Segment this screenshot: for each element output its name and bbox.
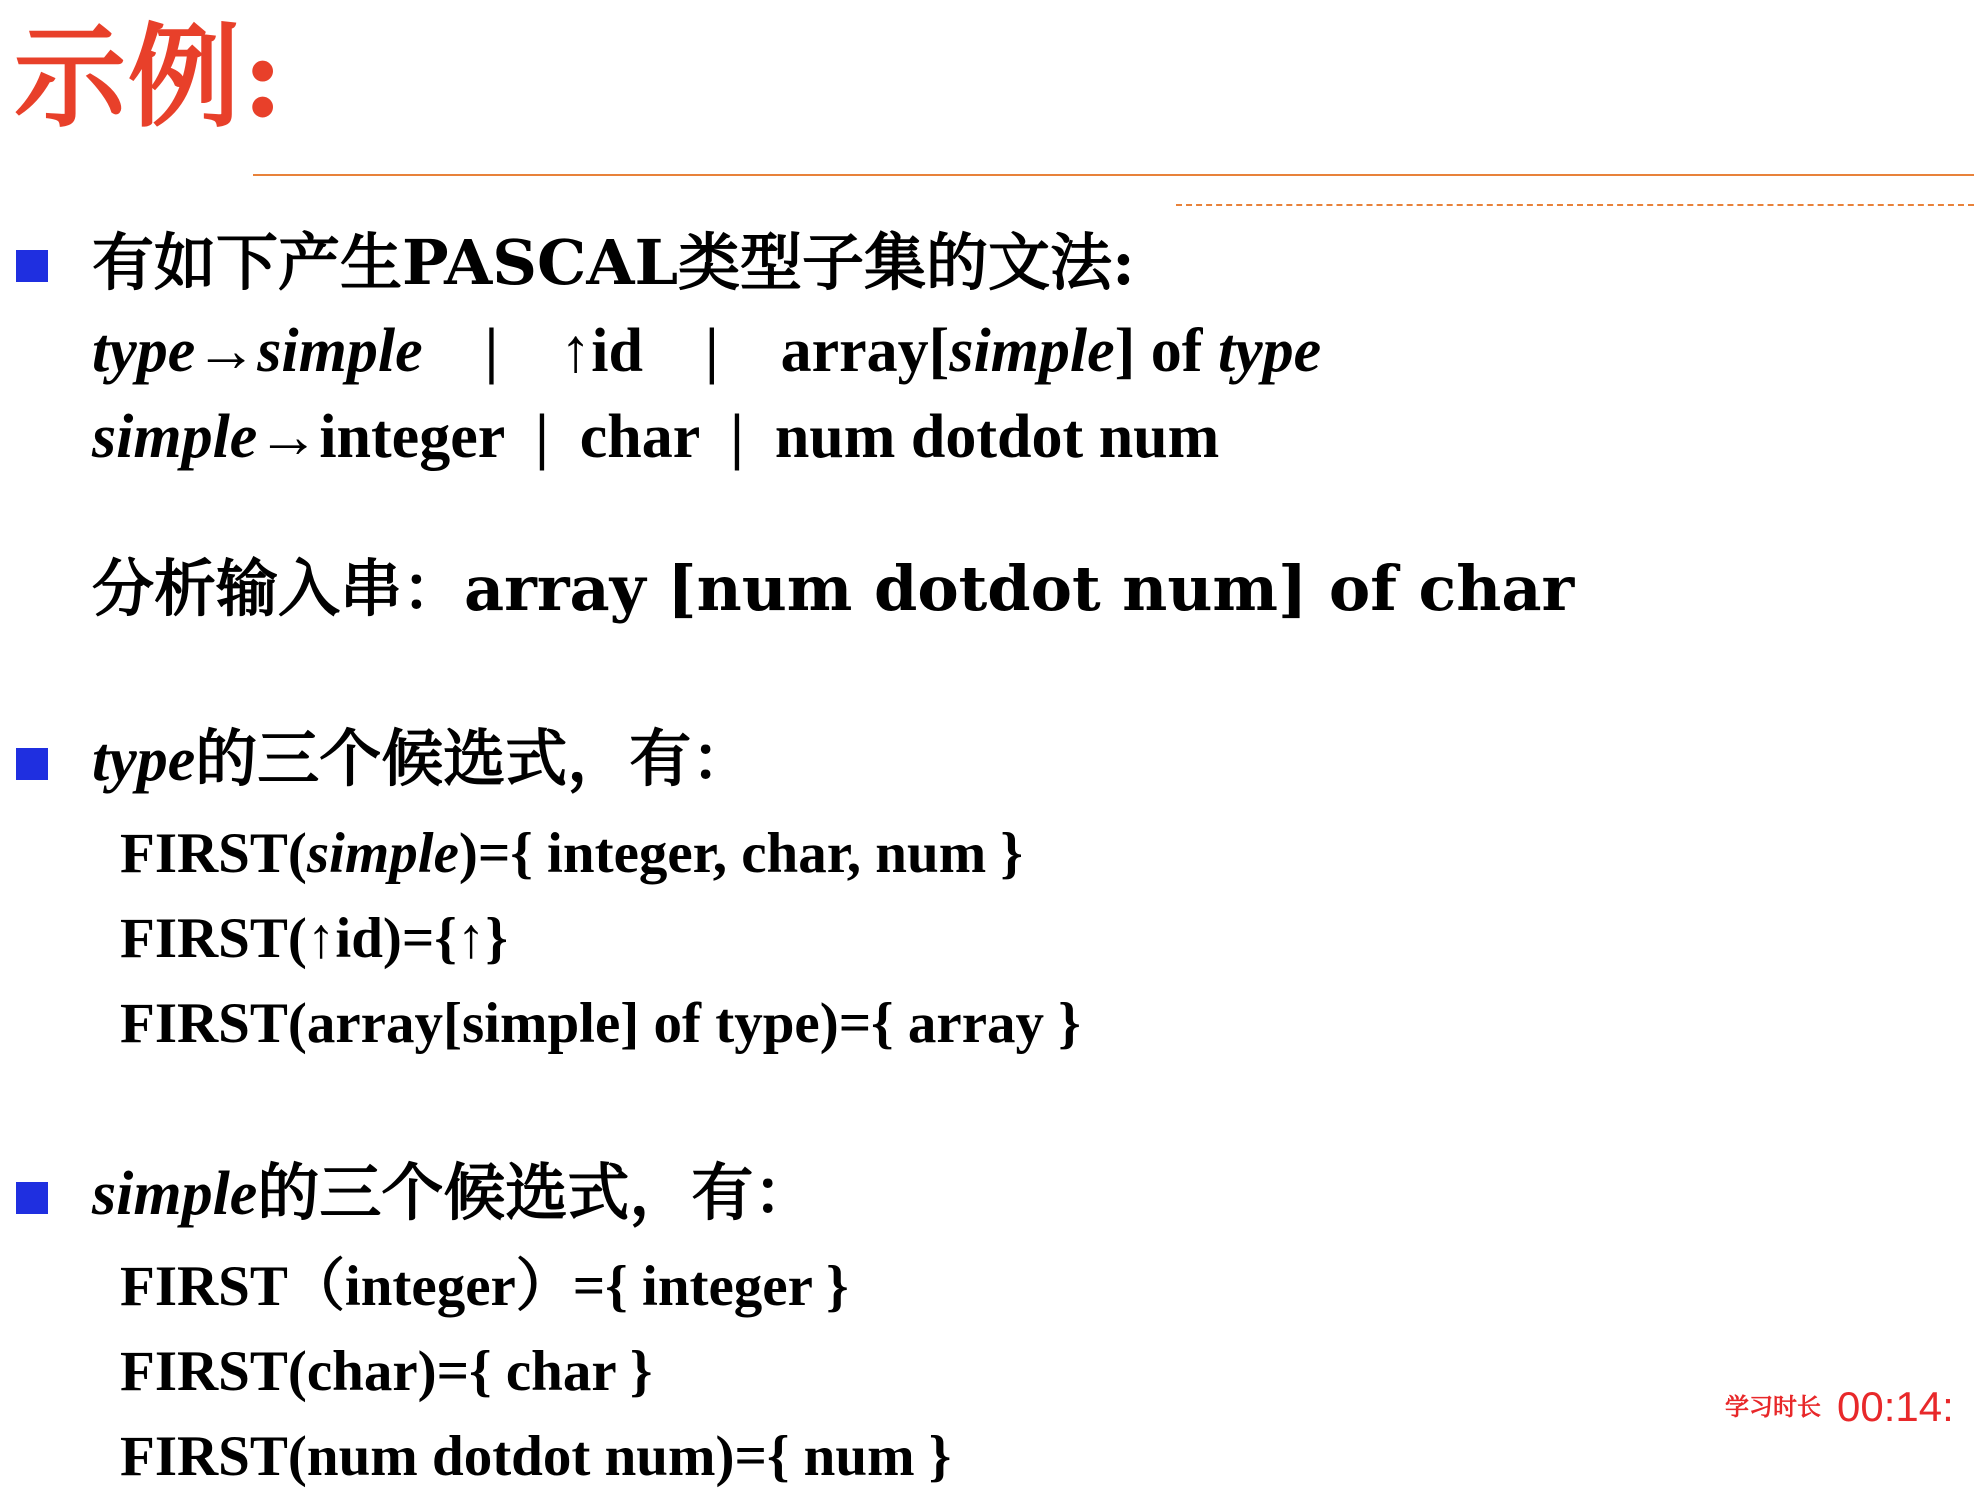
rule-lhs: simple (92, 403, 258, 471)
rule-separator: | (704, 317, 719, 385)
analysis-input: 分析输入串：array [num dotdot num] of char (92, 552, 1575, 625)
rule-alts: integer | char | num dotdot num (319, 403, 1220, 471)
rule-alt: simple (257, 317, 423, 385)
rule-arrow: → (195, 317, 258, 385)
first-simple: FIRST(simple)={ integer, char, num } (120, 822, 1023, 885)
rule-lhs: type (92, 317, 196, 385)
rule-arrow: → (257, 403, 320, 471)
first-char: FIRST(char)={ char } (120, 1340, 653, 1403)
bullet-square-icon (16, 748, 48, 780)
title-underline (253, 174, 1974, 176)
rule-alt: array[ (780, 317, 950, 385)
type-candidates-heading: type的三个候选式，有： (92, 722, 754, 795)
rule-alt: ] of (1114, 317, 1218, 385)
rule-separator: | (484, 317, 499, 385)
simple-candidates-heading: simple的三个候选式，有： (92, 1156, 816, 1229)
first-integer: FIRST（integer）={ integer } (120, 1255, 849, 1318)
study-timer (1725, 1383, 1954, 1430)
bullet-square-icon (16, 1182, 48, 1214)
grammar-rule-simple (92, 403, 1220, 471)
first-uparrow-id: FIRST(↑id)={↑} (120, 907, 508, 970)
study-timer-label: 学习时长 (1725, 1393, 1821, 1421)
slide-title: 示例: (14, 12, 286, 143)
dashed-divider (1176, 204, 1974, 206)
study-timer-value: 00:14: (1837, 1383, 1954, 1430)
bullet-square-icon (16, 250, 48, 282)
grammar-rule-type (92, 317, 1322, 385)
rule-alt: simple (949, 317, 1115, 385)
grammar-heading: 有如下产生PASCAL类型子集的文法: (92, 226, 1135, 299)
rule-alt: ↑id (560, 317, 643, 385)
first-array: FIRST(array[simple] of type)={ array } (120, 992, 1081, 1055)
first-num-dotdot: FIRST(num dotdot num)={ num } (120, 1425, 952, 1488)
rule-alt: type (1217, 317, 1322, 385)
